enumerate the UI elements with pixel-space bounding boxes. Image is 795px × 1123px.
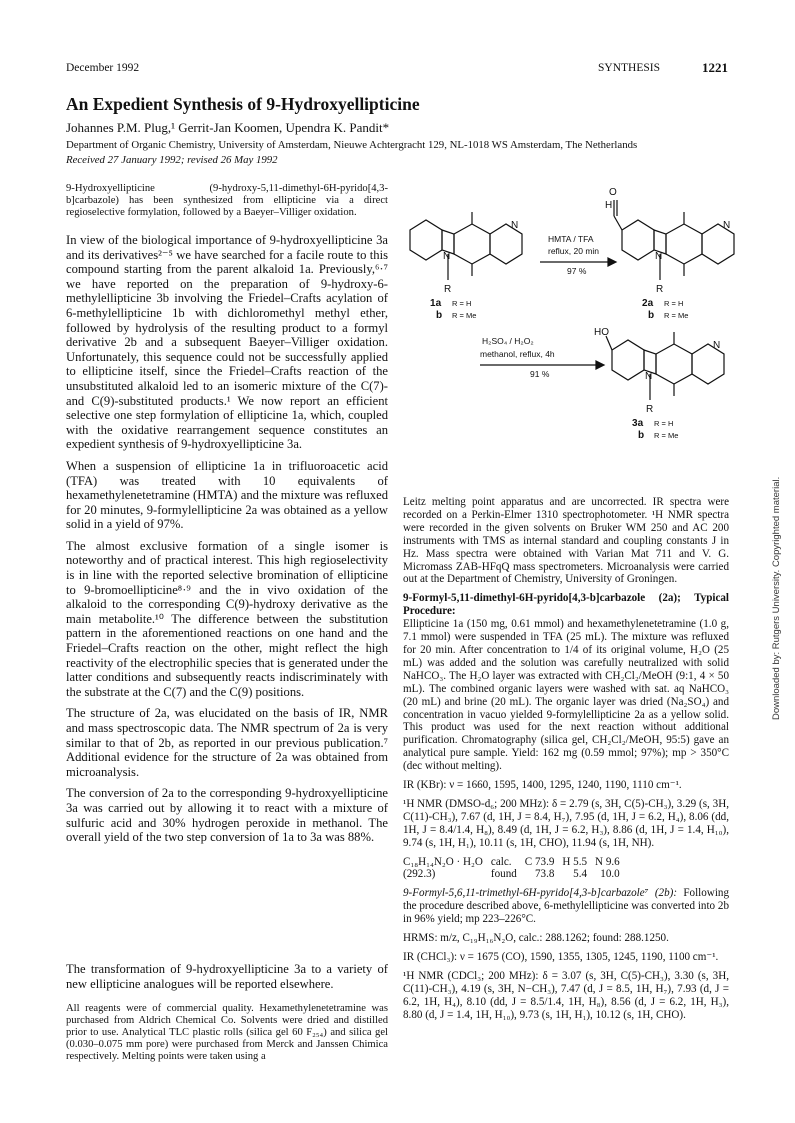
atom-n-3b: N [645, 371, 653, 382]
hrms-2b: HRMS: m/z, C₁₉H₁₆N₂O, calc.: 288.1262; found: 288.1250. [403, 932, 669, 945]
step2-yield: 91 % [530, 369, 550, 379]
article-title: An Expedient Synthesis of 9-Hydroxyellipticine [66, 94, 420, 114]
label-1a-r: R = H [452, 299, 472, 308]
experimental-footnote: All reagents were of commercial quality. Hexamethylenetetramine was purchased from Aldrich Chemical Co. Solvents were dried and distilled prior to use. Analytical TLC plastic rolls (silica gel 60 F₂₅₄) and silica gel (0.030–0.075 mm pore) were purchased from Merck and Janssen Chimica respectively. Melting points were taken using a [66, 1003, 388, 1062]
step1-conditions: reflux, 20 min [548, 246, 600, 256]
analysis-formula: C₁₈H₁₄N₂O · H₂O [403, 855, 483, 868]
body-paragraph: The conversion of 2a to the corresponding 9-hydroxyellipticine 3a was carried out by allowing it to react with a mixture of sulfuric acid and 30% hydrogen peroxide in methanol. The overall yield of the two step conversion of 1a to 3a was 88%. [66, 786, 388, 845]
compound-2b-name: 9-Formyl-5,6,11-trimethyl-6H-pyrido[4,3-b]carbazole⁷ (2b): [403, 887, 678, 900]
atom-n-2: N [723, 220, 731, 231]
analysis-calc-n: N 9.6 [595, 855, 620, 868]
analysis-mw: (292.3) [403, 868, 436, 881]
procedure-text: Ellipticine 1a (150 mg, 0.61 mmol) and hexamethylenetetramine (1.0 g, 7.1 mmol) were suspended in TFA (25 mL). The mixture was refluxed for 20 min. After concentration to 1/4 of its original volume, H₂O (25 mL) was added and the solution was carefully neutralized with solid NaHCO₃. The H₂O layer was extracted with CH₂Cl₂/MeOH (9:1, 4 × 50 mL). The combined organic layers were washed with sat. aq NaHCO₃ (20 mL) and brine (20 mL). The organic layer was dried (Na₂SO₄) and concentration in vacuo yielded 9-formylellipticine 2a as a yellow solid. This product was used for the next reaction without additional purification. Chromatography (silica gel, CH₂Cl₂/MeOH, 95:5) gave an analytical pure sample. Yield: 162 mg (0.59 mmol; 97%); mp > 350°C (dec without melting). [403, 618, 729, 773]
step1-yield: 97 % [567, 266, 587, 276]
label-3a: 3a [632, 418, 644, 429]
ir-2b: IR (CHCl₃): ν = 1675 (CO), 1590, 1355, 1305, 1245, 1190, 1100 cm⁻¹. [403, 951, 719, 963]
nmr-2a: ¹H NMR (DMSO-d₆; 200 MHz): δ = 2.79 (s, 3H, C(5)-CH₃), 3.29 (s, 3H, C(11)-CH₃), 7.67 (d, 1H, J = 8.4, H₇), 7.95 (d, 1H, J = 6.2, H₄), 8.06 (dd, 1H, J = 8.4/1.4, H₈), 8.49 (d, 1H, J = 6.2, H₃), 8.86 (d, 1H, J = 1.4, H₁₀), 9.74 (s, 1H, H₁), 10.11 (s, 1H, CHO), 11.94 (s, 1H, NH). [403, 797, 729, 849]
atom-n-1: N [511, 220, 519, 231]
body-paragraph: In view of the biological importance of 9-hydroxyellipticine 3a and its derivatives²⁻⁵ we have searched for a facile route to this compound starting from the parent alkaloid 1a. Previously,⁶·⁷ we have reported on the preparation of 9-hydroxy-6-methylellipticine 3b involving the Friedel–Crafts acylation of 6-methylellipticine 1b with dichloromethyl methyl ether, followed by hydrolysis of the resulting product to a formyl derivative 2b and a subsequent Baeyer–Villiger oxidation. Unfortunately, this sequence could not be successfully applied to ellipticine itself, since the Friedel–Crafts reaction of the unsubstituted alkaloid led to an isomeric mixture of the C(7)- and C(9)-substituted products.¹ We now report an efficient selective one step formylation of ellipticine 1a, which, coupled with the oxidative rearrangement sequence constitutes an expedient synthesis of 9-hydroxyellipticine 3a. [66, 233, 388, 452]
header-page-number: 1221 [702, 60, 728, 75]
nmr-2b: ¹H NMR (CDCl₃; 200 MHz): δ = 3.07 (s, 3H, C(5)-CH₃), 3.30 (s, 3H, C(11)-CH₃), 4.19 (s, 3H, N−CH₃), 7.47 (d, J = 8.5, 1H, H₇), 7.93 (d, J = 6.2, 1H, H₄), 8.10 (dd, J = 8.5/1.4, 1H, H₈), 8.56 (d, J = 6.2, 1H, H₃), 8.80 (d, J = 1.4, 1H, H₁₀), 9.73 (s, 1H, H₁), 10.12 (s, 1H, CHO). [403, 969, 729, 1021]
atom-r-3: R [646, 404, 654, 415]
label-1b-r: R = Me [452, 311, 477, 320]
label-2b-r: R = Me [664, 311, 689, 320]
label-1a: 1a [430, 298, 442, 309]
hydroxyellipticine-structure-3 [606, 332, 724, 400]
body-paragraph: The almost exclusive formation of a single isomer is noteworthy and of practical interest. This high regioselectivity is in line with the reported selective bromination of ellipticine to 9-bromoellipticine⁸·⁹ and the in vivo oxidation of the alkaloid to the corresponding C(9)-hydroxy derivative as the main metabolite.¹⁰ The difference between the substitution pattern in the aforementioned reactions on one hand and the Friedel–Crafts reaction on the other, might reflect the high reactivity of the electrophilic species that is generated under the latter conditions and subsequently reacts indiscriminately with the substrate at the C(7) and the C(9) positions. [66, 538, 388, 699]
affiliation: Department of Organic Chemistry, University of Amsterdam, Nieuwe Achtergracht 129, NL-1018 WS Amsterdam, The Netherlands [66, 139, 638, 151]
body-paragraph: When a suspension of ellipticine 1a in trifluoroacetic acid (TFA) was treated with 10 equivalents of hexamethylenetetramine (HMTA) and the mixture was refluxed for 20 minutes, 9-formylellipticine 2a was obtained as a yellow solid in a yield of 97%. [66, 458, 388, 532]
atom-h-aldehyde: H [605, 200, 613, 211]
step1-reagent: HMTA / TFA [548, 234, 594, 244]
label-3b: b [638, 430, 645, 441]
closing-paragraph: The transformation of 9-hydroxyellipticine 3a to a variety of new ellipticine analogues will be reported elsewhere. [66, 962, 388, 991]
label-3a-r: R = H [654, 419, 674, 428]
download-notice [757, 300, 782, 720]
analysis-calc-h: H 5.5 [562, 855, 588, 868]
header-date: December 1992 [66, 62, 140, 74]
procedure-heading: 9-Formyl-5,11-dimethyl-6H-pyrido[4,3-b]carbazole (2a); Typical Procedure: [403, 592, 729, 618]
download-notice-text: Downloaded by: Rutgers University. Copyrighted material. [771, 476, 782, 720]
atom-o-aldehyde: O [609, 187, 617, 198]
formylellipticine-structure-2 [614, 200, 734, 280]
abstract: 9-Hydroxyellipticine (9-hydroxy-5,11-dimethyl-6H-pyrido[4,3-b]carbazole) has been synthesized from ellipticine via a direct regioselective formylation, followed by a Baeyer–Villiger oxidation. [66, 183, 388, 218]
label-2a-r: R = H [664, 299, 684, 308]
microanalysis-table [403, 856, 628, 882]
received-dates: Received 27 January 1992; revised 26 May 1992 [66, 154, 278, 166]
analysis-found-label: found [490, 868, 517, 881]
label-2b: b [648, 310, 655, 321]
analysis-calc-c: C 73.9 [524, 855, 555, 868]
atom-ho: HO [594, 327, 609, 338]
atom-n-1b: N [443, 251, 451, 262]
analysis-found-c: 73.8 [534, 868, 555, 881]
label-1b: b [436, 310, 443, 321]
header-journal: SYNTHESIS [598, 62, 660, 74]
label-2a: 2a [642, 298, 654, 309]
analysis-found-n: 10.0 [600, 868, 620, 881]
analysis-found-h: 5.4 [573, 868, 588, 881]
atom-n-3: N [713, 340, 721, 351]
methods-paragraph: Leitz melting point apparatus and are uncorrected. IR spectra were recorded on a Perkin-Elmer 1310 spectrophotometer. ¹H NMR spectra were recorded in the given solvents on Bruker WM 250 and AC 200 instruments with TMS as internal standard and coupling constants J in Hz. Mass spectra were obtained with Varian Mat 711 and V. G. Micromass ZAB-HFqQ mass spectrometers. Microanalysis were carried out at the Department of Chemistry, University of Groningen. [403, 496, 729, 586]
step2-conditions: methanol, reflux, 4h [480, 349, 555, 359]
body-left-column [66, 233, 388, 852]
body-paragraph: The structure of 2a, was elucidated on the basis of IR, NMR and mass spectroscopic data. The NMR spectrum of 2a is very similar to that of 2b, as reported in our previous publication.⁷ Additional evidence for the structure of 2a was obtained from microanalysis. [66, 706, 388, 779]
author-list: Johannes P.M. Plug,¹ Gerrit-Jan Koomen, Upendra K. Pandit* [66, 120, 390, 135]
ellipticine-structure-1 [410, 212, 522, 280]
label-3b-r: R = Me [654, 431, 679, 440]
compound-2b-paragraph [403, 887, 729, 926]
compound-2b-text: Following the procedure described above, 6-methylellipticine was converted into 2b in 96% yield; mp 223–226°C. [403, 887, 729, 926]
atom-r-2: R [656, 284, 664, 295]
experimental-right-column [403, 496, 729, 1028]
step2-reagent: H₂SO₄ / H₂O₂ [482, 336, 534, 346]
atom-r-1: R [444, 284, 452, 295]
atom-n-2b: N [655, 251, 663, 262]
ir-2a: IR (KBr): ν = 1660, 1595, 1400, 1295, 1240, 1190, 1110 cm⁻¹. [403, 779, 682, 792]
reaction-scheme [400, 180, 740, 480]
analysis-calc-label: calc. [490, 855, 512, 868]
